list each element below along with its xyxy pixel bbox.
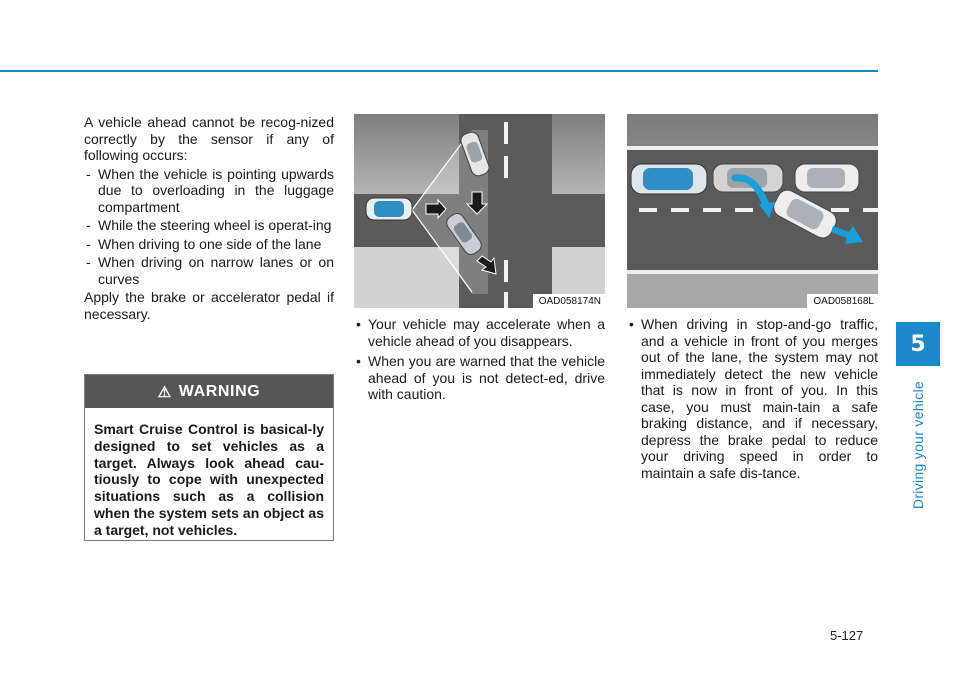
column-left bbox=[84, 114, 334, 324]
chapter-label: Driving your vehicle bbox=[910, 380, 926, 510]
condition-item: - When the vehicle is pointing upwards due to overloading in the luggage compartment bbox=[84, 166, 334, 216]
warning-header bbox=[85, 375, 333, 408]
header-rule bbox=[0, 70, 878, 72]
intersection-illustration bbox=[354, 114, 605, 308]
column-right bbox=[627, 316, 878, 485]
figure-caption: OAD058174N bbox=[533, 294, 605, 308]
figure-lane-change bbox=[627, 114, 878, 308]
intro-paragraph: A vehicle ahead cannot be recog-nized correctly by the sensor if any of following occurs: bbox=[84, 114, 334, 163]
warning-text: Smart Cruise Control is basical-ly designed to set vehicles as a target. Always look ahead cau-tiously to cope with unexpected situations such as a collision when the system sets an object as a target, not vehicles. bbox=[94, 421, 324, 538]
figure-intersection bbox=[354, 114, 605, 308]
warning-triangle-icon: ⚠ bbox=[157, 383, 172, 401]
advice-paragraph: Apply the brake or accelerator pedal if necessary. bbox=[84, 289, 334, 322]
bullet-item: • Your vehicle may accelerate when a vehicle ahead of you disappears. bbox=[354, 316, 605, 349]
condition-item: - When driving to one side of the lane bbox=[84, 236, 334, 253]
lane-change-illustration bbox=[627, 114, 878, 308]
bullet-item: • When you are warned that the vehicle ahead of you is not detect-ed, drive with caution. bbox=[354, 353, 605, 403]
warning-title: WARNING bbox=[178, 382, 261, 400]
page-number: 5-127 bbox=[830, 628, 864, 643]
chapter-number-tab: 5 bbox=[896, 322, 940, 366]
warning-box bbox=[84, 374, 334, 541]
bullet-item: • When driving in stop-and-go traffic, and a vehicle in front of you merges out of the lane, the system may not immediately detect the new vehicle that is now in front of you. In this case, you must main-tain a safe braking distance, and if necessary, depress the brake pedal to reduce your driving speed in order to maintain a safe dis-tance. bbox=[627, 316, 878, 481]
condition-item: - While the steering wheel is operat-ing bbox=[84, 217, 334, 234]
column-middle bbox=[354, 316, 605, 407]
figure-caption: OAD058168L bbox=[807, 294, 878, 308]
condition-item: - When driving on narrow lanes or on curves bbox=[84, 254, 334, 287]
